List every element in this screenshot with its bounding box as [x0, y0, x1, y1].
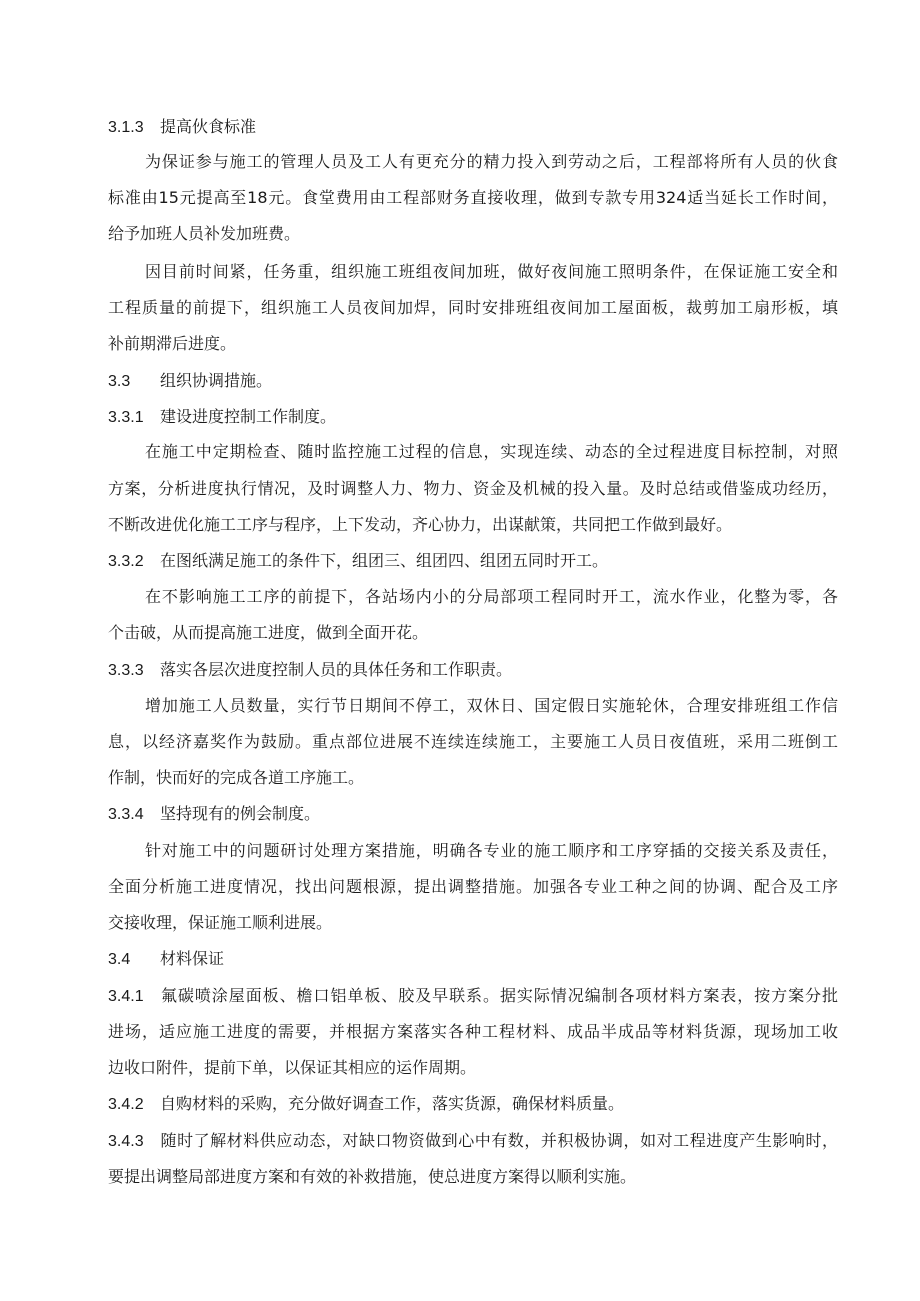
section-title: 氟碳喷涂屋面板、檐口铝单板、胶及早联系。据实际情况编制各项材料方案表，按方案分批: [160, 986, 838, 1005]
paragraph-line: 工程质量的前提下，组织施工人员夜间加焊，同时安排班组夜间加工屋面板，裁剪加工扇形板，填: [108, 298, 838, 317]
paragraph-line: 方案，分析进度执行情况，及时调整人力、物力、资金及机械的投入量。及时总结或借鉴成功经历，: [108, 479, 838, 498]
section-heading-3-4-1: [108, 986, 838, 1007]
section-number: 3.3.1: [108, 409, 144, 426]
paragraph-line: 息，以经济嘉奖作为鼓励。重点部位进展不连续连续施工，主要施工人员日夜值班，采用二班倒工: [108, 732, 838, 751]
section-heading-3-3: [108, 371, 838, 392]
paragraph-line: 因目前时间紧，任务重，组织施工班组夜间加班，做好夜间施工照明条件，在保证施工安全和: [145, 262, 838, 281]
paragraph-line: 为保证参与施工的管理人员及工人有更充分的精力投入到劳动之后，工程部将所有人员的伙食: [145, 152, 838, 171]
section-heading-3-4: [108, 949, 838, 970]
section-heading-3-3-1: [108, 407, 838, 428]
paragraph-line: 针对施工中的问题研讨处理方案措施，明确各专业的施工顺序和工序穿插的交接关系及责任，: [145, 841, 838, 860]
section-heading-3-3-2: [108, 551, 838, 572]
section-number: 3.3.3: [108, 662, 144, 679]
section-title: 落实各层次进度控制人员的具体任务和工作职责。: [160, 660, 513, 679]
section-number: 3.1.3: [108, 119, 144, 136]
section-number: 3.3.4: [108, 806, 144, 823]
section-heading-3-3-3: [108, 660, 838, 681]
paragraph-line: 增加施工人员数量，实行节日期间不停工，双休日、国定假日实施轮休，合理安排班组工作信: [145, 696, 838, 715]
paragraph-line: 补前期滞后进度。: [108, 334, 237, 353]
section-number: 3.4.2: [108, 1096, 144, 1113]
section-title: 提高伙食标准: [160, 117, 257, 136]
section-number: 3.4.3: [108, 1133, 144, 1150]
section-title: 自购材料的采购，充分做好调查工作，落实货源，确保材料质量。: [160, 1094, 625, 1113]
section-title: 随时了解材料供应动态，对缺口物资做到心中有数，并积极协调，如对工程进度产生影响时，: [160, 1131, 838, 1150]
section-title: 材料保证: [160, 949, 225, 968]
paragraph-line: 标准由15元提高至18元。食堂费用由工程部财务直接收理，做到专款专用324适当延长工作时间，: [108, 188, 838, 207]
paragraph-line: 全面分析施工进度情况，找出问题根源，提出调整措施。加强各专业工种之间的协调、配合及工序: [108, 877, 838, 896]
paragraph-line: 交接收理，保证施工顺利进展。: [108, 913, 333, 932]
section-title: 建设进度控制工作制度。: [160, 407, 337, 426]
paragraph-line: 进场，适应施工进度的需要，并根据方案落实各种工程材料、成品半成品等材料货源，现场加工收: [108, 1022, 838, 1041]
paragraph-line: 不断改进优化施工工序与程序，上下发动，齐心协力，出谋献策，共同把工作做到最好。: [108, 515, 733, 534]
section-number: 3.3.2: [108, 553, 144, 570]
section-number: 3.4.1: [108, 988, 144, 1005]
section-heading-3-1-3: [108, 117, 838, 138]
paragraph-line: 边收口附件，提前下单，以保证其相应的运作周期。: [108, 1058, 477, 1077]
paragraph-line: 给予加班人员补发加班费。: [108, 224, 301, 243]
section-number: 3.3: [108, 373, 131, 390]
section-title: 坚持现有的例会制度。: [160, 804, 321, 823]
paragraph-line: 在不影响施工工序的前提下，各站场内小的分局部项工程同时开工，流水作业，化整为零，各: [145, 587, 838, 606]
paragraph-line: 作制，快而好的完成各道工序施工。: [108, 768, 365, 787]
section-heading-3-4-2: [108, 1094, 838, 1115]
section-title: 组织协调措施。: [160, 371, 273, 390]
paragraph-line: 个击破，从而提高施工进度，做到全面开花。: [108, 623, 429, 642]
section-number: 3.4: [108, 951, 131, 968]
section-title: 在图纸满足施工的条件下，组团三、组团四、组团五同时开工。: [160, 551, 609, 570]
section-heading-3-3-4: [108, 804, 838, 825]
section-heading-3-4-3: [108, 1131, 838, 1152]
paragraph-line: 要提出调整局部进度方案和有效的补救措施，使总进度方案得以顺利实施。: [108, 1167, 637, 1186]
paragraph-line: 在施工中定期检查、随时监控施工过程的信息，实现连续、动态的全过程进度目标控制，对照: [145, 442, 838, 461]
